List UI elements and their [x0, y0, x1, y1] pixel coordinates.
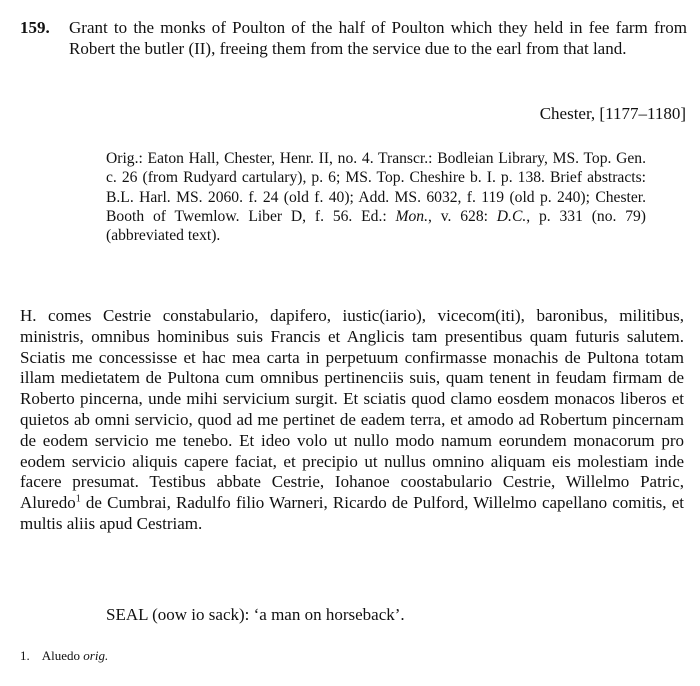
entry-title: Grant to the monks of Poulton of the half of Poulton which they held in fee farm from Robert the butler (II), freeing them from the service due to the earl from that land. — [69, 18, 687, 58]
footnote-emphasis: orig. — [83, 648, 109, 663]
sources-text-part3: , p. 331 (no. 79) (abbreviated text). — [106, 207, 646, 245]
seal-description: SEAL (oow io sack): ‘a man on horseback’. — [106, 605, 405, 624]
entry-number: 159. — [20, 18, 50, 37]
footnote-text: Aluedo — [41, 648, 84, 663]
sources-ref-mon: Mon. — [395, 207, 428, 225]
sources-text-part1: Orig.: Eaton Hall, Chester, Henr. II, no. 4. Transcr.: Bodleian Library, MS. Top. Gen. c. 26 (from Rudyard cartulary), p. 6; MS. Top. Cheshire b. I. p. 138. Brief abstracts: B.L. Harl. MS. 2060. f. 24 (old f. 40); Add. MS. 6032, f. 119 (old p. 240); Chester. Booth of Twemlow. Liber D, f. 56. Ed.: — [106, 150, 646, 225]
footnote-reference: 1 — [75, 493, 81, 505]
sources-ref-dc: D.C. — [496, 207, 527, 225]
charter-text-end: de Cumbrai, Radulfo filio Warneri, Ricardo de Pulford, Willelmo capellano comitis, et multis aliis apud Cestriam. — [20, 493, 684, 533]
charter-text-main: H. comes Cestrie constabulario, dapifero, iustic(iario), vicecom(iti), baronibus, militibus, ministris, omnibus hominibus suis Francis et Anglicis tam presentibus quam futuris salutem. Sciatis me concessisse et hac mea carta in perpetuum confirmasse monachis de Pultona totam illam medietatem de Pultona cum omnibus pertinenciis suis, quam tenent in feudam firmam de Roberto pincerna, unde mihi servicium surgit. Et sciatis quod clamo eosdem monacos liberos et quietos ab omni servicio, quod ad me pertinet de eadem terra, et amodo ad Robertum pincernam de eodem servicio me tenebo. Et ideo volo ut nullo modo namum eorundem monacorum pro eodem servicio aliquis capere faciat, et precipio ut nullus omnino aliquam eis molestiam inde facere presumat. Testibus abbate Cestrie, Iohanoe coostabulario Cestrie, Willelmo Patric, Aluredo — [20, 306, 684, 513]
sources-text-part2: , v. 628: — [428, 207, 497, 225]
sources-paragraph — [106, 149, 646, 245]
place-date: Chester, [1177–1180] — [539, 104, 686, 123]
charter-text — [20, 306, 684, 535]
footnote-number: 1. — [20, 648, 30, 663]
footnote — [20, 648, 108, 664]
